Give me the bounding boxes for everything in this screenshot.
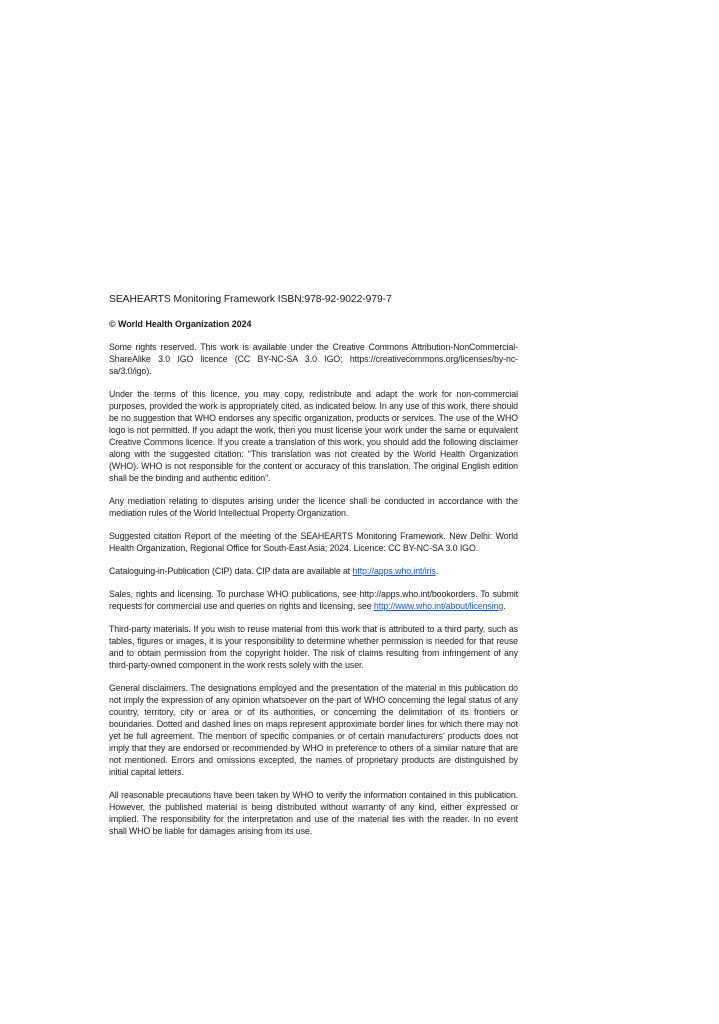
copyright-line: © World Health Organization 2024 xyxy=(109,319,252,329)
cip-paragraph xyxy=(109,566,518,578)
general-disclaimers-paragraph: General disclaimers. The designations employed and the presentation of the material in this publication do not imply the expression of any opinion whatsoever on the part of WHO concerning the legal status of any country, territory, city or area or of its authorities, or concerning the delimitation of its frontiers or boundaries. Dotted and dashed lines on maps represent approximate border lines for which there may not yet be full agreement. The mention of specific companies or of certain manufacturers’ products does not imply that they are endorsed or recommended by WHO in preference to others of a similar nature that are not mentioned. Errors and omissions excepted, the names of proprietary products are distinguished by initial capital letters. xyxy=(109,683,518,777)
sales-paragraph xyxy=(109,589,518,613)
cip-link[interactable]: http://apps.who.int/iris xyxy=(352,566,436,577)
sales-end: . xyxy=(503,601,506,612)
licence-terms-paragraph: Under the terms of this licence, you may copy, redistribute and adapt the work for non-commercial purposes, provided the work is appropriately cited, as indicated below. In any use of this work, there should be no suggestion that WHO endorses any specific organization, products or services. The use of the WHO logo is not permitted. If you adapt the work, then you must license your work under the same or equivalent Creative Commons licence. If you create a translation of this work, you should add the following disclaimer along with the suggested citation: “This translation was not created by the World Health Organization (WHO). WHO is not responsible for the content or accuracy of this translation. The original English edition shall be the binding and authentic edition”. xyxy=(109,389,518,483)
licensing-link[interactable]: http://www.who.int/about/licensing xyxy=(373,601,504,612)
mediation-paragraph: Any mediation relating to disputes arising under the licence shall be conducted in accordance with the mediation rules of the World Intellectual Property Organization. xyxy=(109,495,518,518)
suggested-citation-paragraph: Suggested citation Report of the meeting of the SEAHEARTS Monitoring Framework. New Delhi: World Health Organization, Regional Office for South-East Asia; 2024. Licence: CC BY-NC-SA 3.0 IGO. xyxy=(109,530,518,553)
cip-end: . xyxy=(435,566,439,577)
sales-text: Sales, rights and licensing. To purchase WHO publications, see http://apps.who.int/bookorders. To submit requests for commercial use and queries on rights and licensing, see xyxy=(109,589,518,612)
rights-paragraph: Some rights reserved. This work is available under the Creative Commons Attribution-NonCommercial-ShareAlike 3.0 IGO licence (CC BY-NC-SA 3.0 IGO; https://creativecommons.org/licenses/by-nc-sa/3.0/igo). xyxy=(109,342,518,376)
cip-text: Cataloguing-in-Publication (CIP) data. CIP data are available at xyxy=(109,566,353,577)
precautions-paragraph: All reasonable precautions have been taken by WHO to verify the information contained in this publication. However, the published material is being distributed without warranty of any kind, either expressed or implied. The responsibility for the interpretation and use of the material lies with the reader. In no event shall WHO be liable for damages arising from its use. xyxy=(109,790,518,836)
copyright-page xyxy=(109,293,518,849)
third-party-paragraph: Third-party materials. If you wish to reuse material from this work that is attributed to a third party, such as tables, figures or images, it is your responsibility to determine whether permission is needed for that reuse and to obtain permission from the copyright holder. The risk of claims resulting from infringement of any third-party-owned component in the work rests solely with the user. xyxy=(109,624,518,671)
document-title: SEAHEARTS Monitoring Framework ISBN:978-92-9022-979-7 xyxy=(109,294,392,305)
